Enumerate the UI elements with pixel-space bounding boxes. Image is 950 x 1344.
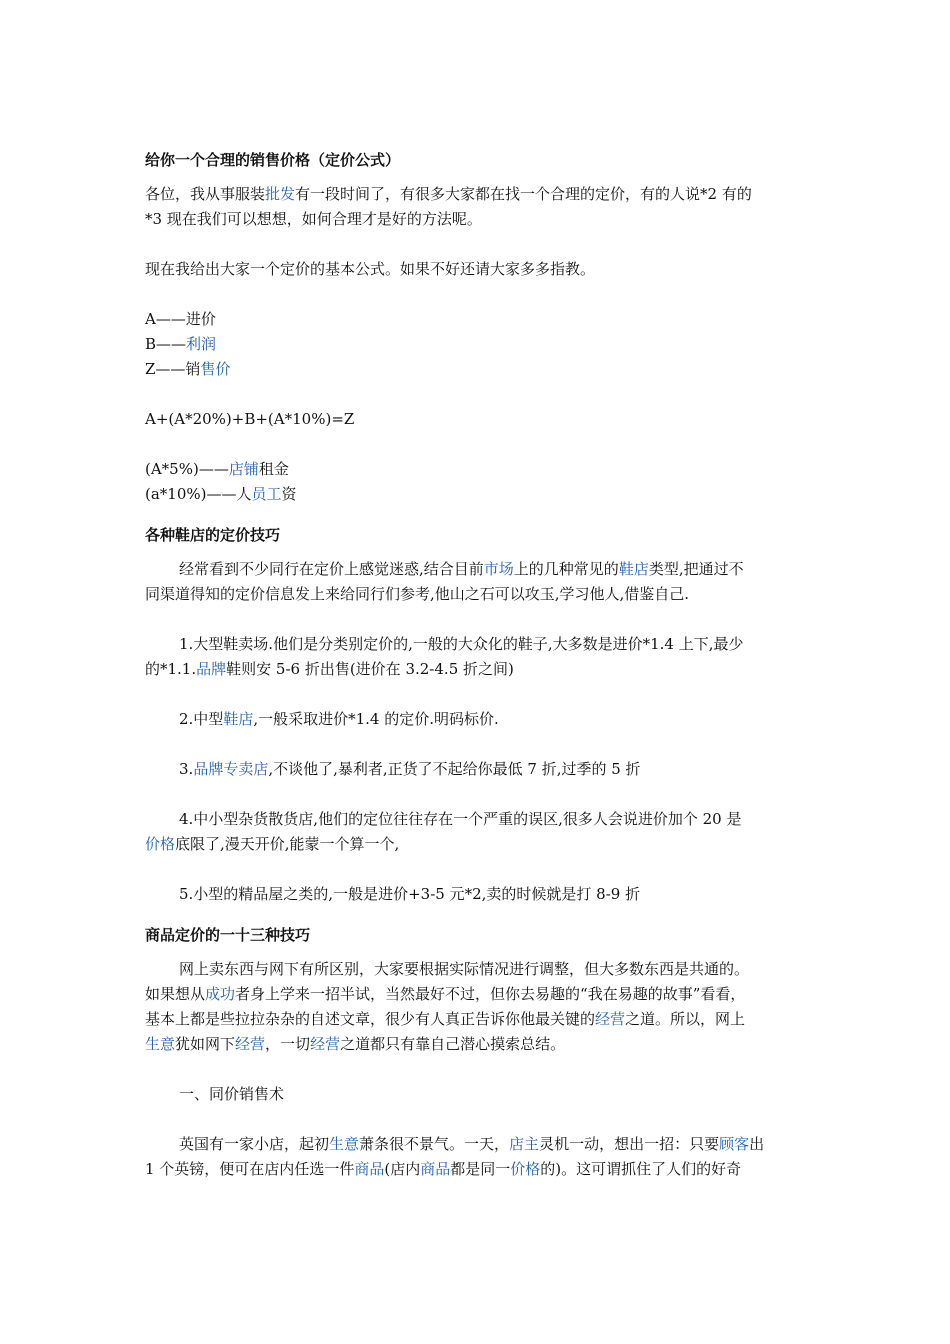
link-goods-2[interactable]: 商品 — [420, 1160, 451, 1178]
text-run: 灵机一动，想出一招：只要 — [539, 1135, 720, 1153]
text-run: (店内 — [384, 1160, 421, 1178]
text-run: 犹如网下 — [175, 1035, 236, 1053]
link-brand[interactable]: 品牌 — [196, 660, 227, 678]
link-trade-2[interactable]: 生意 — [329, 1135, 360, 1153]
text-run: 租金 — [258, 460, 289, 478]
text-run: 萧条很不景气。一天， — [359, 1135, 510, 1153]
text-run: 上的几种常见的 — [513, 560, 619, 578]
text-run: 出 — [749, 1135, 765, 1153]
definition-b — [145, 332, 813, 357]
link-staff[interactable]: 员工 — [251, 485, 282, 503]
subsection-title: 一、同价销售术 — [179, 1085, 285, 1103]
text-run: (A*5%)—— — [145, 460, 229, 478]
text-run: B—— — [145, 335, 187, 353]
text-line — [145, 832, 813, 857]
text-run: 都是同一 — [450, 1160, 511, 1178]
text-line — [145, 657, 813, 682]
text-line — [145, 557, 813, 582]
formula-text: A+(A*20%)+B+(A*10%)=Z — [145, 410, 355, 428]
same-price-paragraph — [145, 1132, 813, 1182]
shoe-intro-paragraph — [145, 557, 813, 607]
text-run: 资 — [281, 485, 297, 503]
text-run: 经常看到不少同行在定价上感觉迷惑,结合目前 — [179, 560, 484, 578]
section-title-shoe-store: 各种鞋店的定价技巧 — [145, 526, 281, 544]
cost-block — [145, 457, 813, 507]
link-owner[interactable]: 店主 — [509, 1135, 540, 1153]
link-price-3[interactable]: 价格 — [510, 1160, 541, 1178]
text-line: 1.大型鞋卖场.他们是分类别定价的,一般的大众化的鞋子,大多数是进价*1.4 上下,最少 — [179, 635, 744, 653]
text-run: 底限了,漫天开价,能蒙一个算一个, — [175, 835, 400, 853]
section-title-pricing-formula: 给你一个合理的销售价格（定价公式） — [145, 151, 401, 169]
text-line — [145, 982, 813, 1007]
text-line — [145, 182, 813, 207]
subsection-title-same-price — [145, 1082, 813, 1107]
link-business-3[interactable]: 经营 — [310, 1035, 341, 1053]
text-run: 2.中型 — [179, 710, 224, 728]
text-line: 同渠道得知的定价信息发上来给同行们参考,他山之石可以攻玉,学习他人,借鉴自己. — [145, 585, 690, 603]
rent-line — [145, 457, 813, 482]
text-run: ,不谈他了,暴利者,正货了不起给你最低 7 折,过季的 5 折 — [268, 760, 641, 778]
techniques-intro-paragraph — [145, 957, 813, 1057]
text-line: *3 现在我们可以想想，如何合理才是好的方法呢。 — [145, 210, 482, 228]
link-shoe-store[interactable]: 鞋店 — [618, 560, 649, 578]
text-run: Z——销 — [145, 360, 201, 378]
text-line — [145, 1007, 813, 1032]
definition-a: A——进价 — [145, 310, 216, 328]
text-run: 3. — [179, 760, 194, 778]
text-line — [145, 1132, 813, 1157]
link-price-2[interactable]: 价格 — [145, 835, 176, 853]
link-business-2[interactable]: 经营 — [235, 1035, 266, 1053]
link-wholesale[interactable]: 批发 — [265, 185, 296, 203]
link-business[interactable]: 经营 — [595, 1010, 626, 1028]
link-shoe-store-2[interactable]: 鞋店 — [223, 710, 254, 728]
text-line — [145, 707, 813, 732]
definition-z — [145, 357, 813, 382]
link-profit[interactable]: 利润 — [186, 335, 217, 353]
text-run: 1 个英镑，便可在店内任选一件 — [145, 1160, 355, 1178]
shoe-item-1 — [145, 632, 813, 682]
text-run: 类型,把通过不 — [648, 560, 744, 578]
text-run: ,一般采取进价*1.4 的定价.明码标价. — [253, 710, 499, 728]
text-run: 各位，我从事服装 — [145, 185, 266, 203]
intro-paragraph — [145, 182, 813, 232]
text-run: 的*1.1. — [145, 660, 197, 678]
definitions-block — [145, 307, 813, 382]
text-run: (a*10%)——人 — [145, 485, 252, 503]
link-success[interactable]: 成功 — [205, 985, 236, 1003]
intro-paragraph-2 — [145, 257, 813, 282]
shoe-item-5 — [145, 882, 813, 907]
text-run: 之道。所以，网上 — [625, 1010, 746, 1028]
text-run: 如果想从 — [145, 985, 206, 1003]
text-run: 鞋则安 5-6 折出售(进价在 3.2-4.5 折之间) — [226, 660, 514, 678]
link-price[interactable]: 售价 — [200, 360, 231, 378]
text-run: 英国有一家小店，起初 — [179, 1135, 330, 1153]
shoe-item-4 — [145, 807, 813, 857]
shoe-item-3 — [145, 757, 813, 782]
text-line: 5.小型的精品屋之类的,一般是进价+3-5 元*2,卖的时候就是打 8-9 折 — [179, 885, 641, 903]
text-run: 之道都只有靠自己潜心摸索总结。 — [340, 1035, 566, 1053]
text-run: 的)。这可谓抓住了人们的好奇 — [540, 1160, 742, 1178]
text-run: 基本上都是些拉拉杂杂的自述文章，很少有人真正告诉你他最关键的 — [145, 1010, 596, 1028]
link-market[interactable]: 市场 — [483, 560, 514, 578]
text-line — [145, 1157, 813, 1182]
wage-line — [145, 482, 813, 507]
formula-block — [145, 407, 813, 432]
link-trade[interactable]: 生意 — [145, 1035, 176, 1053]
section-title-thirteen-techniques: 商品定价的一十三种技巧 — [145, 926, 311, 944]
document-page — [145, 148, 813, 1182]
text-line: 网上卖东西与网下有所区别，大家要根据实际情况进行调整，但大多数东西是共通的。 — [179, 960, 750, 978]
text-line: 现在我给出大家一个定价的基本公式。如果不好还请大家多多指教。 — [145, 260, 596, 278]
text-run: 者身上学来一招半试，当然最好不过，但你去易趣的“我在易趣的故事”看看， — [235, 985, 746, 1003]
shoe-item-2 — [145, 707, 813, 732]
link-goods[interactable]: 商品 — [354, 1160, 385, 1178]
text-line — [145, 757, 813, 782]
text-run: ，一切 — [265, 1035, 311, 1053]
text-line: 4.中小型杂货散货店,他们的定位往往存在一个严重的误区,很多人会说进价加个 20 是 — [179, 810, 742, 828]
text-run: 有一段时间了，有很多大家都在找一个合理的定价，有的人说*2 有的 — [295, 185, 752, 203]
link-store[interactable]: 店铺 — [228, 460, 259, 478]
link-customer[interactable]: 顾客 — [719, 1135, 750, 1153]
text-line — [145, 1032, 813, 1057]
link-brand-store[interactable]: 品牌专卖店 — [193, 760, 269, 778]
